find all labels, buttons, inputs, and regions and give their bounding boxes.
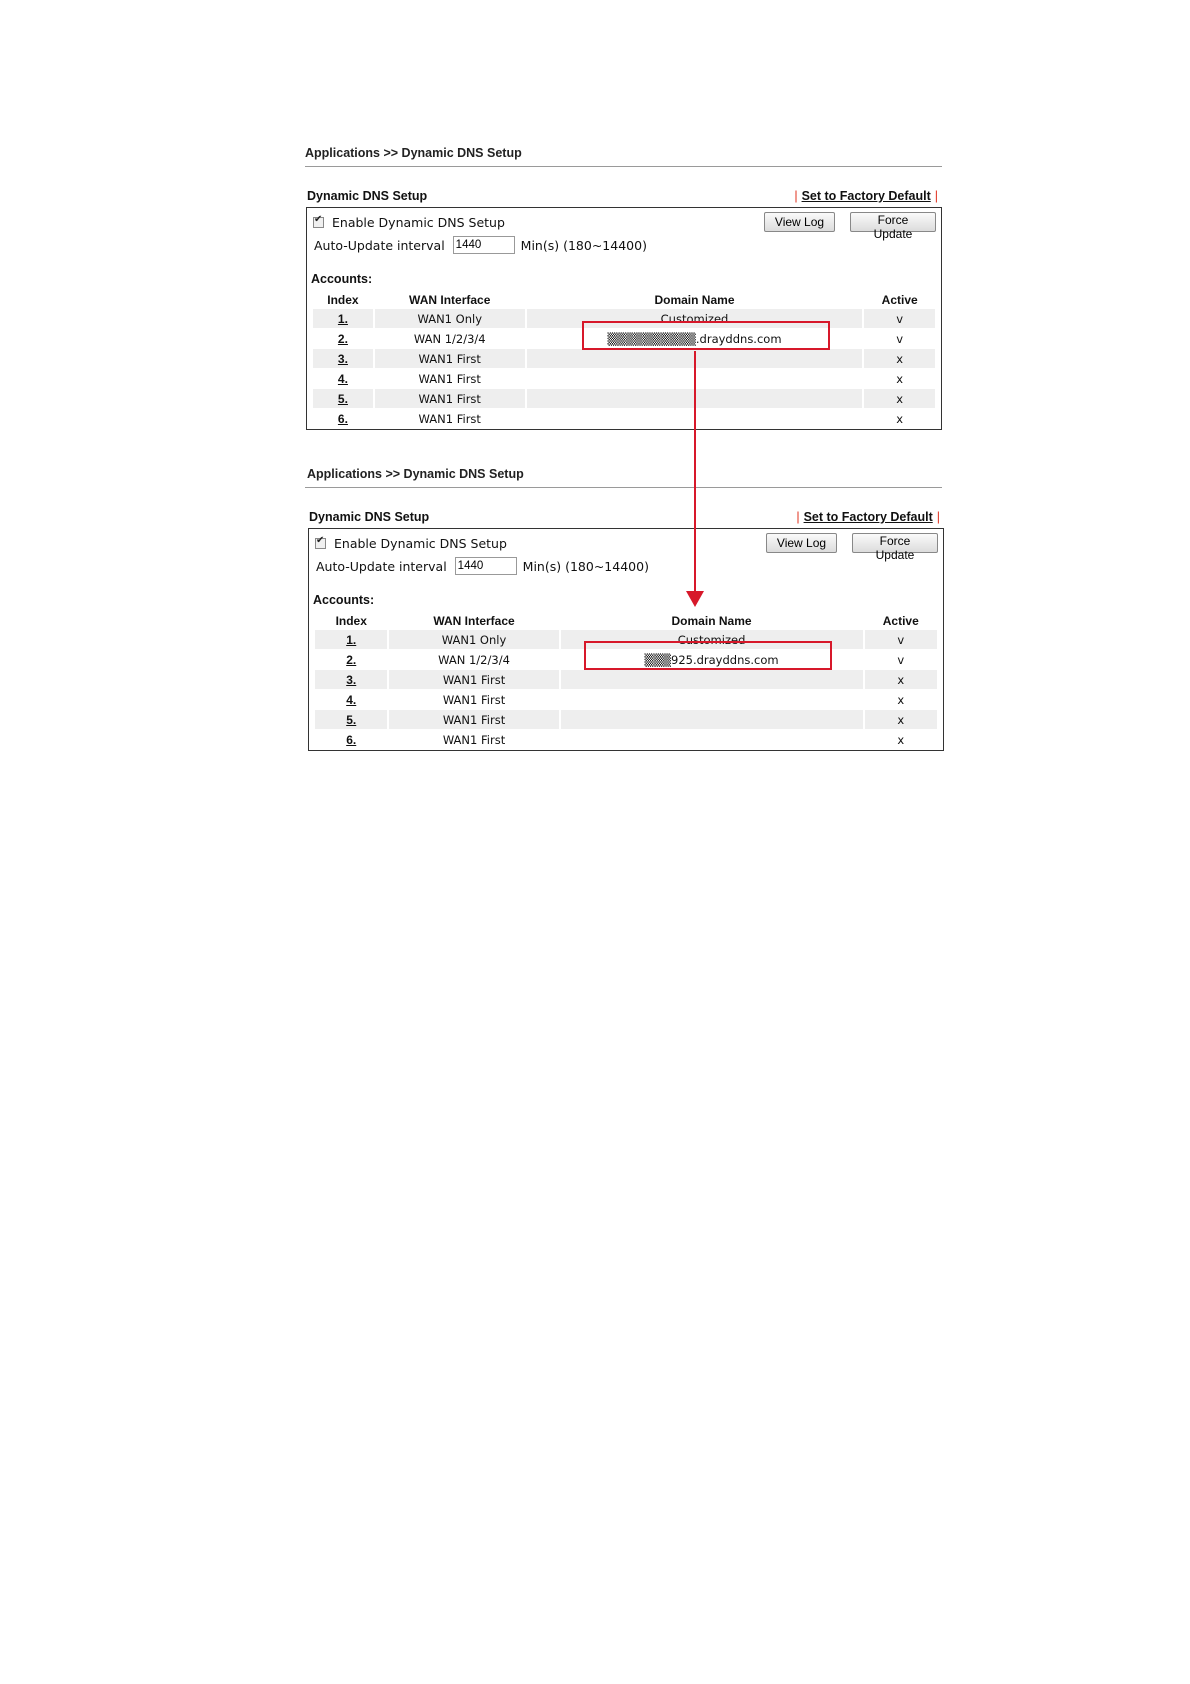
active-cell: v <box>897 652 905 667</box>
force-update-button[interactable]: Force Update <box>852 533 938 553</box>
factory-default <box>790 189 942 203</box>
section-title: Dynamic DNS Setup <box>309 510 430 524</box>
wan-cell: WAN 1/2/3/4 <box>438 652 510 667</box>
enable-ddns-label: Enable Dynamic DNS Setup <box>334 536 507 551</box>
domain-cell <box>561 690 863 709</box>
column-header-domain: Domain Name <box>671 613 752 628</box>
enable-ddns-checkbox[interactable] <box>313 217 324 228</box>
account-index-link[interactable]: 6. <box>337 411 348 426</box>
table-row <box>313 369 935 388</box>
active-cell: x <box>865 710 937 729</box>
breadcrumb-divider <box>305 166 942 167</box>
enable-ddns-checkbox[interactable] <box>315 538 326 549</box>
column-header-active: Active <box>881 292 918 307</box>
accounts-table <box>313 611 939 750</box>
active-cell: v <box>865 630 937 649</box>
account-index-link[interactable]: 2. <box>337 331 348 346</box>
active-cell: x <box>865 670 937 689</box>
domain-highlight-box <box>584 641 832 670</box>
domain-cell: ▒▒▒925.drayddns.com <box>644 652 779 667</box>
force-update-button[interactable]: Force Update <box>850 212 936 232</box>
set-factory-default-link[interactable]: Set to Factory Default <box>801 189 931 203</box>
domain-cell <box>561 710 863 729</box>
column-header-wan: WAN Interface <box>433 613 515 628</box>
table-row <box>313 349 935 368</box>
wan-cell: WAN1 First <box>375 349 525 368</box>
enable-row <box>313 215 505 230</box>
active-cell: x <box>897 732 905 747</box>
column-header-active: Active <box>882 613 919 628</box>
interval-label: Auto-Update interval <box>316 558 447 574</box>
ddns-panel <box>308 528 944 751</box>
active-cell: x <box>896 411 904 426</box>
wan-cell: WAN1 First <box>418 411 481 426</box>
set-factory-default-link[interactable]: Set to Factory Default <box>803 510 933 524</box>
separator-bar: | <box>936 510 940 524</box>
column-header-wan: WAN Interface <box>409 292 491 307</box>
account-index-link[interactable]: 6. <box>346 732 357 747</box>
accounts-label: Accounts: <box>313 593 375 607</box>
domain-highlight-box <box>582 321 830 350</box>
account-index-link[interactable]: 1. <box>346 632 357 647</box>
account-index-link[interactable]: 1. <box>337 311 348 326</box>
section-title: Dynamic DNS Setup <box>307 189 428 203</box>
wan-cell: WAN1 First <box>442 732 506 747</box>
table-row <box>315 670 937 689</box>
column-header-index: Index <box>327 292 359 307</box>
arrow-head-icon <box>686 591 704 607</box>
domain-cell: Customized <box>561 630 863 649</box>
view-log-button[interactable]: View Log <box>766 533 837 553</box>
wan-cell: WAN1 First <box>442 692 506 707</box>
table-row <box>315 710 937 729</box>
active-cell: x <box>864 349 935 368</box>
arrow-connector <box>694 351 696 595</box>
accounts-label: Accounts: <box>311 272 373 286</box>
account-index-link[interactable]: 2. <box>346 652 357 667</box>
factory-default <box>792 510 944 524</box>
interval-input[interactable] <box>453 236 515 254</box>
separator-bar: | <box>794 189 798 203</box>
active-cell: x <box>896 371 904 386</box>
separator-bar: | <box>796 510 800 524</box>
wan-cell: WAN1 Only <box>375 309 525 328</box>
enable-row <box>315 536 507 551</box>
view-log-button[interactable]: View Log <box>764 212 835 232</box>
interval-input[interactable] <box>455 557 517 575</box>
account-index-link[interactable]: 5. <box>337 391 348 406</box>
interval-label: Auto-Update interval <box>314 237 445 253</box>
domain-cell <box>561 670 863 689</box>
table-row <box>313 389 935 408</box>
active-cell: v <box>864 309 935 328</box>
breadcrumb: Applications >> Dynamic DNS Setup <box>307 467 524 481</box>
active-cell: x <box>897 692 905 707</box>
column-header-domain: Domain Name <box>654 292 735 307</box>
interval-row <box>314 236 647 254</box>
active-cell: x <box>864 389 935 408</box>
breadcrumb: Applications >> Dynamic DNS Setup <box>305 146 522 160</box>
account-index-link[interactable]: 4. <box>346 692 357 707</box>
enable-ddns-label: Enable Dynamic DNS Setup <box>332 215 505 230</box>
interval-hint: Min(s) (180~14400) <box>522 558 649 574</box>
wan-cell: WAN 1/2/3/4 <box>413 331 486 346</box>
wan-cell: WAN1 First <box>389 710 558 729</box>
interval-row <box>316 557 649 575</box>
domain-cell <box>561 730 863 749</box>
domain-cell: Customized <box>527 309 863 328</box>
ddns-panel <box>306 207 942 430</box>
wan-cell: WAN1 Only <box>389 630 558 649</box>
breadcrumb-divider <box>305 487 942 488</box>
wan-cell: WAN1 First <box>418 371 481 386</box>
interval-hint: Min(s) (180~14400) <box>520 237 647 253</box>
table-row <box>315 730 937 749</box>
wan-cell: WAN1 First <box>375 389 525 408</box>
account-index-link[interactable]: 4. <box>337 371 348 386</box>
account-index-link[interactable]: 5. <box>346 712 357 727</box>
account-index-link[interactable]: 3. <box>346 672 357 687</box>
table-row <box>313 409 935 428</box>
separator-bar: | <box>934 189 938 203</box>
active-cell: v <box>896 331 904 346</box>
account-index-link[interactable]: 3. <box>337 351 348 366</box>
table-row <box>315 690 937 709</box>
accounts-table <box>311 290 937 429</box>
column-header-index: Index <box>335 613 367 628</box>
wan-cell: WAN1 First <box>389 670 558 689</box>
domain-cell: ▒▒▒▒▒▒▒▒▒▒.drayddns.com <box>607 331 782 346</box>
